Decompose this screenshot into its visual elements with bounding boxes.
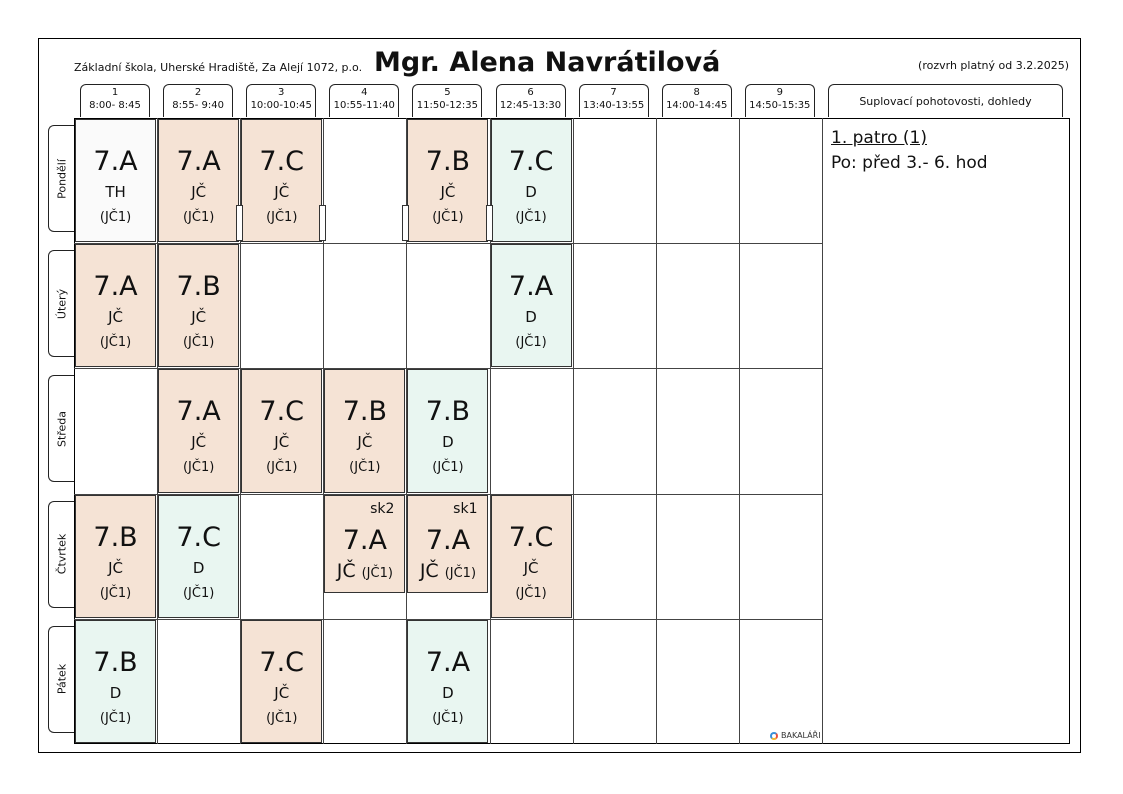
lesson-room: (JČ1): [515, 210, 547, 225]
day-label: Pátek: [55, 664, 68, 695]
day-label: Čtvrtek: [55, 533, 68, 575]
lesson-room: (JČ1): [361, 565, 393, 581]
supervision-marker: [236, 205, 243, 241]
day-header-3: [48, 501, 74, 608]
lesson-cell[interactable]: [158, 495, 239, 618]
lesson-cell[interactable]: [324, 369, 405, 492]
period-number: 9: [776, 87, 783, 98]
lesson-class: 7.B: [93, 646, 138, 678]
supervision-detail: Po: před 3.- 6. hod: [831, 153, 988, 173]
teacher-name: Mgr. Alena Navrátilová: [374, 47, 721, 78]
lesson-subject: D: [109, 683, 122, 702]
lesson-cell[interactable]: [491, 495, 572, 618]
period-number: 6: [527, 87, 534, 98]
lesson-class: 7.C: [508, 521, 554, 553]
lesson-class: 7.C: [176, 521, 221, 553]
lesson-cell[interactable]: [75, 495, 156, 618]
lesson-class: 7.B: [342, 396, 387, 428]
lesson-room: (JČ1): [266, 210, 298, 225]
day-header-0: [48, 125, 74, 232]
supervision-panel: [831, 126, 988, 176]
lesson-group: sk2: [370, 500, 395, 517]
lesson-room: (JČ1): [515, 335, 547, 351]
lesson-class: 7.A: [425, 524, 471, 556]
lesson-class: 7.C: [259, 146, 305, 177]
period-time: 14:00-14:45: [666, 100, 728, 111]
lesson-cell[interactable]: [407, 369, 488, 492]
lesson-cell[interactable]: [158, 369, 239, 492]
lesson-room: (JČ1): [182, 460, 215, 476]
lesson-subject: D: [525, 308, 537, 327]
period-header-8: [662, 84, 732, 117]
lesson-group: sk1: [453, 500, 478, 517]
grid-column-divider: [739, 118, 740, 744]
validity-note: (rozvrh platný od 3.2.2025): [918, 59, 1069, 72]
lesson-room: (JČ1): [432, 210, 464, 225]
period-number: 3: [278, 87, 285, 98]
period-header-3: [246, 84, 316, 117]
lesson-room: (JČ1): [432, 460, 464, 476]
period-header-4: [329, 84, 399, 117]
lesson-room: (JČ1): [182, 210, 215, 225]
period-number: 1: [111, 87, 119, 98]
period-number: 7: [610, 87, 617, 98]
lesson-subject: JČ: [274, 433, 290, 452]
lesson-room: (JČ1): [266, 460, 298, 476]
brand-label: BAKALÁŘI: [781, 731, 821, 740]
lesson-room: (JČ1): [432, 710, 464, 726]
supervision-marker: [319, 205, 326, 241]
lesson-cell[interactable]: [491, 244, 572, 367]
lesson-cell[interactable]: [158, 119, 239, 242]
lesson-cell[interactable]: [241, 620, 322, 743]
lesson-subject: JČ: [191, 308, 207, 327]
bakalari-logo-icon: [770, 732, 778, 740]
grid-column-divider: [573, 118, 574, 744]
lesson-cell[interactable]: [75, 620, 156, 743]
lesson-class: 7.A: [425, 646, 471, 678]
lesson-subject: JČ: [336, 559, 356, 582]
period-time: 12:45-13:30: [499, 100, 562, 111]
lesson-class: 7.A: [93, 271, 138, 303]
bakalari-brand: [770, 731, 821, 740]
lesson-room: (JČ1): [182, 335, 215, 351]
lesson-subject: JČ: [357, 433, 373, 452]
period-header-6: [496, 84, 566, 117]
period-time: 11:50-12:35: [416, 100, 479, 111]
lesson-class: 7.C: [259, 646, 305, 678]
supervision-marker: [402, 205, 409, 241]
lesson-cell[interactable]: [407, 495, 488, 593]
lesson-cell[interactable]: [241, 369, 322, 492]
lesson-room: (JČ1): [99, 210, 132, 225]
supervision-header: Suplovací pohotovosti, dohledy: [828, 84, 1063, 117]
lesson-class: 7.B: [176, 271, 221, 303]
lesson-class: 7.A: [508, 271, 554, 303]
day-label: Středa: [55, 410, 68, 447]
lesson-cell[interactable]: [407, 119, 488, 242]
lesson-class: 7.B: [425, 146, 471, 177]
period-header-2: [163, 84, 233, 117]
lesson-class: 7.C: [259, 396, 305, 428]
supervision-place: 1. patro (1): [831, 128, 927, 148]
lesson-subject: JČ: [419, 559, 439, 582]
school-name: Základní škola, Uherské Hradiště, Za Alejí 1072, p.o.: [74, 61, 363, 74]
lesson-subject: JČ: [274, 183, 290, 201]
lesson-subject-room: [408, 560, 487, 582]
lesson-room: (JČ1): [515, 585, 547, 601]
period-header-5: [412, 84, 482, 117]
period-number: 8: [693, 87, 700, 98]
lesson-cell[interactable]: [407, 620, 488, 743]
lesson-subject: TH: [105, 183, 126, 201]
lesson-class: 7.A: [176, 396, 221, 428]
period-time: 13:40-13:55: [582, 100, 645, 111]
lesson-cell[interactable]: [75, 244, 156, 367]
supervision-marker: [486, 205, 493, 241]
lesson-class: 7.A: [93, 146, 138, 177]
lesson-cell[interactable]: [241, 119, 322, 242]
lesson-room: (JČ1): [99, 585, 132, 601]
lesson-subject: JČ: [523, 558, 539, 577]
lesson-class: 7.B: [425, 396, 471, 428]
period-header-9: [745, 84, 815, 117]
lesson-subject-room: [325, 560, 404, 582]
lesson-subject: JČ: [274, 683, 290, 702]
lesson-room: (JČ1): [349, 460, 381, 476]
lesson-cell[interactable]: [158, 244, 239, 367]
lesson-subject: JČ: [191, 183, 207, 201]
period-header-1: [80, 84, 150, 117]
lesson-cell[interactable]: [491, 119, 572, 242]
lesson-class: 7.C: [508, 146, 554, 177]
period-number: 5: [444, 87, 451, 98]
lesson-room: (JČ1): [99, 710, 132, 726]
lesson-subject: D: [442, 433, 454, 452]
period-time: 10:55-11:40: [333, 100, 395, 111]
day-header-2: [48, 375, 74, 482]
lesson-class: 7.A: [176, 146, 221, 177]
grid-column-divider: [656, 118, 657, 744]
lesson-subject: JČ: [191, 433, 207, 452]
period-time: 10:00-10:45: [250, 100, 312, 111]
day-header-1: [48, 250, 74, 357]
lesson-subject: D: [525, 183, 537, 201]
grid-column-divider: [822, 118, 823, 744]
lesson-class: 7.A: [342, 524, 387, 556]
lesson-subject: JČ: [108, 558, 123, 577]
lesson-subject: JČ: [440, 183, 456, 201]
lesson-room: (JČ1): [182, 585, 215, 601]
lesson-class: 7.B: [93, 521, 138, 553]
period-number: 2: [194, 87, 202, 98]
lesson-room: (JČ1): [266, 710, 298, 726]
lesson-subject: D: [192, 558, 205, 577]
lesson-subject: JČ: [108, 308, 123, 327]
period-header-7: [579, 84, 649, 117]
period-time: 8:00- 8:45: [89, 100, 141, 111]
lesson-subject: D: [442, 683, 454, 702]
lesson-room: (JČ1): [444, 565, 477, 581]
period-number: 4: [361, 87, 368, 98]
period-time: 14:50-15:35: [749, 100, 811, 111]
period-time: 8:55- 9:40: [172, 100, 224, 111]
day-label: Pondělí: [55, 158, 68, 199]
day-label: Úterý: [55, 288, 68, 319]
lesson-cell[interactable]: [75, 119, 156, 242]
lesson-cell[interactable]: [324, 495, 405, 593]
lesson-room: (JČ1): [99, 335, 132, 351]
day-header-4: [48, 626, 74, 733]
